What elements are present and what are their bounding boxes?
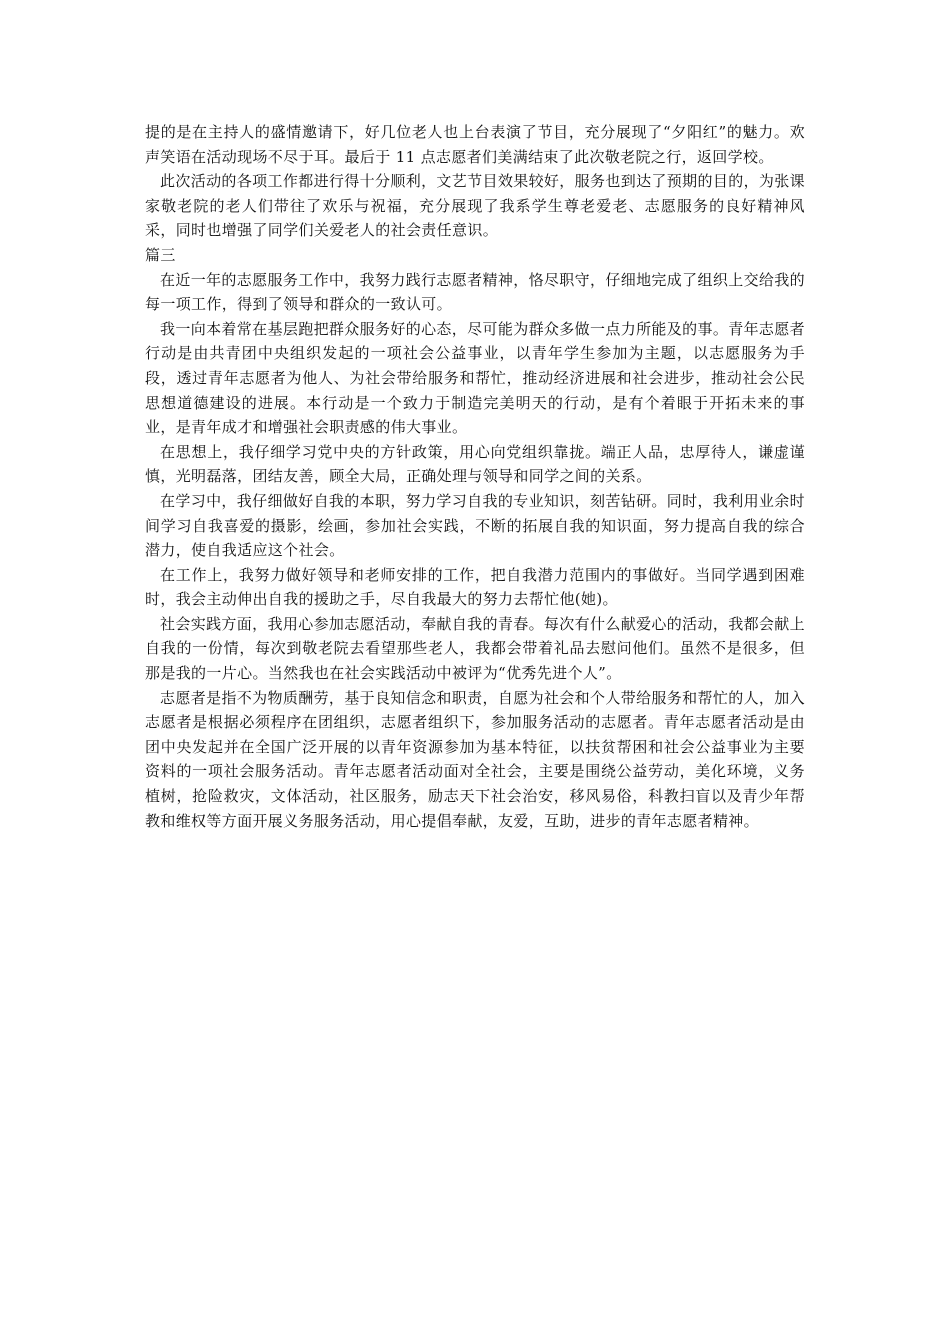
paragraph-continuation: 提的是在主持人的盛情邀请下，好几位老人也上台表演了节目，充分展现了“夕阳红”的魅力。欢声笑语在活动现场不尽于耳。最后于 11 点志愿者们美满结束了此次敬老院之行，返回学校。: [145, 123, 805, 166]
paragraph-thought: 在思想上，我仔细学习党中央的方针政策，用心向党组织靠拢。端正人品，忠厚待人，谦虚谨慎，光明磊落，团结友善，顾全大局，正确处理与领导和同学之间的关系。: [145, 442, 805, 486]
document-body: [145, 120, 805, 833]
paragraph-social-practice: 社会实践方面，我用心参加志愿活动，奉献自我的青春。每次有什么献爱心的活动，我都会献上自我的一份情，每次到敬老院去看望那些老人，我都会带着礼品去慰问他们。虽然不是很多，但那是我的一片心。当然我也在社会实践活动中被评为“优秀先进个人”。: [145, 614, 805, 683]
paragraph-grassroots: 我一向本着常在基层跑把群众服务好的心态，尽可能为群众多做一点力所能及的事。青年志愿者行动是由共青团中央组织发起的一项社会公益事业，以青年学生参加为主题，以志愿服务为手段，透过青年志愿者为他人、为社会带给服务和帮忙，推动经济进展和社会进步，推动社会公民思想道德建设的进展。本行动是一个致力于制造完美明天的行动，是有个着眼于开拓未来的事业，是青年成才和增强社会职责感的伟大事业。: [145, 319, 805, 437]
paragraph-activity-summary: 此次活动的各项工作都进行得十分顺利，文艺节目效果较好，服务也到达了预期的目的，为张课家敬老院的老人们带往了欢乐与祝福，充分展现了我系学生尊老爱老、志愿服务的良好精神风采，同时也增强了同学们关爱老人的社会责任意识。: [145, 172, 805, 240]
section-heading: 篇三: [145, 245, 176, 264]
paragraph-volunteer-definition: 志愿者是指不为物质酬劳，基于良知信念和职责，自愿为社会和个人带给服务和帮忙的人，加入志愿者是根据必须程序在团组织，志愿者组织下，参加服务活动的志愿者。青年志愿者活动是由团中央发起并在全国广泛开展的以青年资源参加为基本特征，以扶贫帮困和社会公益事业为主要资料的一项社会服务活动。青年志愿者活动面对全社会，主要是围绕公益劳动，美化环境，义务植树，抢险救灾，文体活动，社区服务，励志天下社会治安，移风易俗，科教扫盲以及青少年帮教和维权等方面开展义务服务活动，用心提倡奉献，友爱，互助，进步的青年志愿者精神。: [145, 688, 805, 830]
paragraph-work: 在工作上，我努力做好领导和老师安排的工作，把自我潜力范围内的事做好。当同学遇到困难时，我会主动伸出自我的援助之手，尽自我最大的努力去帮忙他(她)。: [145, 565, 805, 609]
paragraph-study: 在学习中，我仔细做好自我的本职，努力学习自我的专业知识，刻苦钻研。同时，我利用业余时间学习自我喜爱的摄影，绘画，参加社会实践，不断的拓展自我的知识面，努力提高自我的综合潜力，使自我适应这个社会。: [145, 491, 805, 560]
paragraph-intro: 在近一年的志愿服务工作中，我努力践行志愿者精神，恪尽职守，仔细地完成了组织上交给我的每一项工作，得到了领导和群众的一致认可。: [145, 270, 805, 314]
